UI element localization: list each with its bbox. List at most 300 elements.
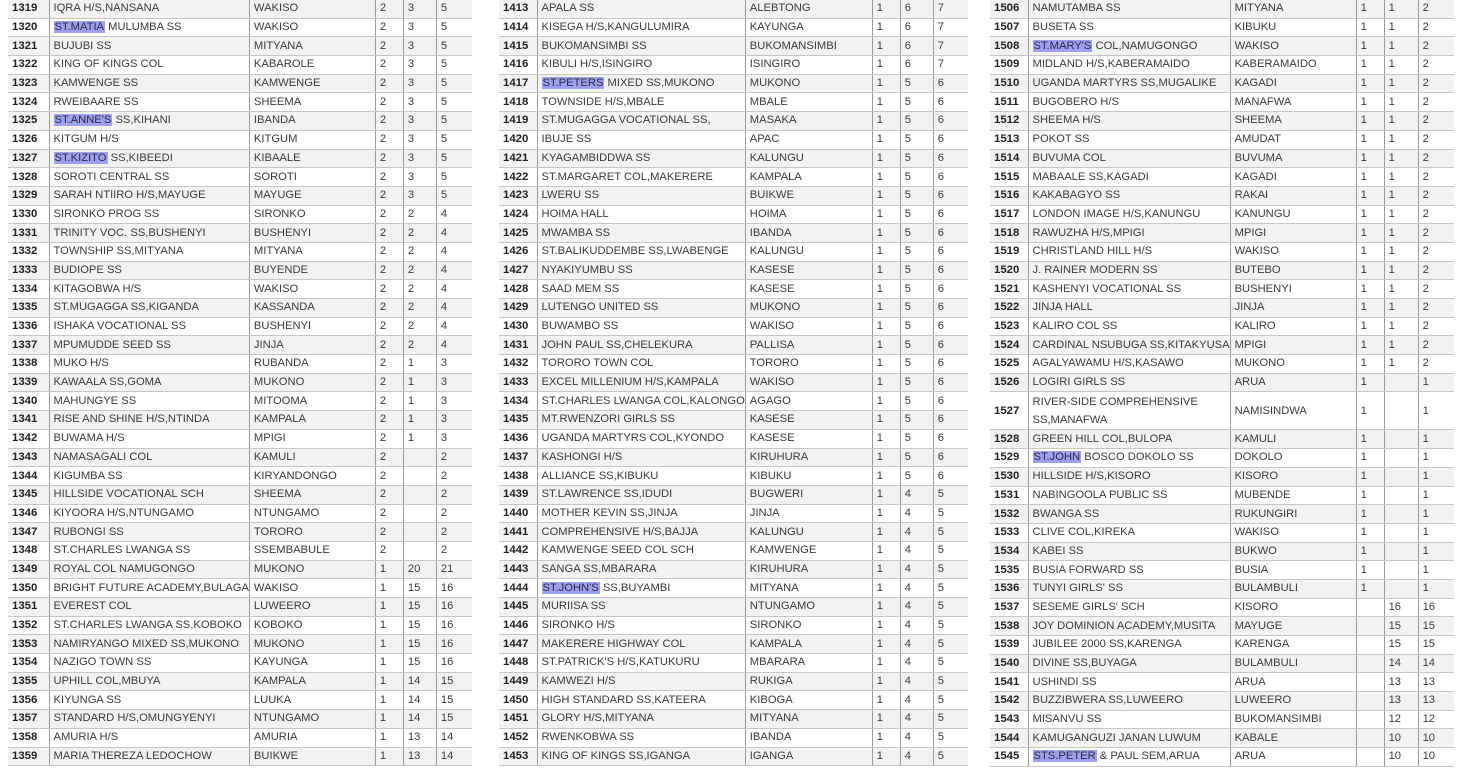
district-cell: ISINGIRO [745,56,872,75]
search-highlight: ST.JOHN'S [542,581,599,594]
total-cell: 6 [933,186,968,205]
table-row [8,747,472,766]
total-cell: 21 [436,560,472,579]
total-cell: 15 [436,691,472,710]
col-a-cell: 1 [872,317,900,336]
col-b-cell: 2 [403,261,436,280]
table-row [8,616,472,635]
district-cell: MITYANA [1230,0,1356,18]
table-row [990,598,1454,617]
district-cell: AMURIA [249,728,375,747]
total-cell: 2 [1418,130,1454,149]
col-b-cell: 1 [1384,242,1418,261]
total-cell: 6 [933,280,968,299]
col-b-cell: 2 [403,317,436,336]
table-row [990,242,1454,261]
col-a-cell: 1 [1356,336,1384,355]
col-a-cell: 1 [1356,205,1384,224]
total-cell: 6 [933,429,968,448]
col-b-cell: 4 [900,579,933,598]
col-a-cell: 1 [375,635,403,654]
rank-cell: 1414 [499,18,537,37]
table-row [499,616,968,635]
district-cell: BUVUMA [1230,149,1356,168]
district-cell: SSEMBABULE [249,541,375,560]
col-a-cell: 1 [1356,149,1384,168]
district-cell: MUKONO [1230,355,1356,374]
rank-cell: 1540 [990,654,1028,673]
table-row [499,224,968,243]
rank-cell: 1529 [990,449,1028,468]
school-cell: ST.CHARLES LWANGA SS,KOBOKO [49,616,249,635]
table-row [8,429,472,448]
school-cell: AMURIA H/S [49,728,249,747]
table-row [8,224,472,243]
table-row [8,654,472,673]
table-row [990,486,1454,505]
school-cell: SARAH NTIIRO H/S,MAYUGE [49,186,249,205]
col-a-cell: 1 [872,598,900,617]
table-panel-left [8,0,472,766]
table-row [8,373,472,392]
rank-cell: 1335 [8,299,49,318]
col-b-cell: 1 [1384,0,1418,18]
col-a-cell: 2 [375,242,403,261]
total-cell: 2 [1418,224,1454,243]
district-cell: KASSANDA [249,299,375,318]
total-cell: 2 [436,541,472,560]
col-a-cell: 1 [872,280,900,299]
total-cell: 6 [933,411,968,430]
col-a-cell: 1 [375,560,403,579]
table-row [8,74,472,93]
rank-cell: 1417 [499,74,537,93]
col-a-cell: 2 [375,224,403,243]
rank-cell: 1352 [8,616,49,635]
col-b-cell: 14 [1384,654,1418,673]
school-cell: KITGUM H/S [49,130,249,149]
school-cell: NAMASAGALI COL [49,448,249,467]
district-cell: TORORO [249,523,375,542]
col-a-cell: 1 [872,560,900,579]
district-cell: KAMPALA [745,168,872,187]
col-b-cell: 15 [403,654,436,673]
school-cell: HIGH STANDARD SS,KATEERA [537,691,745,710]
col-b-cell: 5 [900,261,933,280]
table-row [499,37,968,56]
col-a-cell: 1 [872,541,900,560]
col-b-cell: 3 [403,186,436,205]
table-row [990,673,1454,692]
district-cell: KAGADI [1230,168,1356,187]
col-b-cell: 13 [1384,673,1418,692]
total-cell: 6 [933,355,968,374]
table-row [990,561,1454,580]
col-b-cell [1384,523,1418,542]
total-cell: 4 [436,299,472,318]
table-row [8,336,472,355]
col-a-cell: 1 [1356,373,1384,392]
total-cell: 2 [1418,168,1454,187]
school-cell: ST.MARY'S COL,NAMUGONGO [1028,37,1230,56]
district-cell: MANAFWA [1230,93,1356,112]
rank-cell: 1527 [990,392,1028,430]
table-row [990,93,1454,112]
rank-cell: 1435 [499,411,537,430]
district-cell: KIRUHURA [745,560,872,579]
col-b-cell: 1 [403,355,436,374]
col-a-cell: 1 [375,747,403,766]
col-b-cell: 1 [1384,336,1418,355]
school-cell: CHRISTLAND HILL H/S [1028,242,1230,261]
school-cell: MISANVU SS [1028,710,1230,729]
district-cell: KIBAALE [249,149,375,168]
col-a-cell [1356,710,1384,729]
district-cell: SHEEMA [249,485,375,504]
rank-cell: 1330 [8,205,49,224]
col-a-cell: 2 [375,56,403,75]
total-cell: 5 [933,579,968,598]
school-cell: ST.KIZITO SS,KIBEEDI [49,149,249,168]
district-cell: MPIGI [249,429,375,448]
table-row [990,748,1454,767]
district-cell: MUKONO [249,635,375,654]
col-b-cell: 1 [1384,261,1418,280]
col-a-cell: 1 [872,336,900,355]
rank-cell: 1439 [499,485,537,504]
table-row [990,449,1454,468]
district-cell: LUWEERO [249,598,375,617]
col-b-cell: 5 [900,373,933,392]
col-b-cell: 3 [403,74,436,93]
col-b-cell: 13 [403,747,436,766]
col-a-cell: 2 [375,299,403,318]
table-row [8,299,472,318]
rank-cell: 1331 [8,224,49,243]
col-b-cell: 4 [900,728,933,747]
col-b-cell [403,541,436,560]
school-cell: BUGOBERO H/S [1028,93,1230,112]
rank-cell: 1324 [8,93,49,112]
district-cell: HOIMA [745,205,872,224]
table-row [8,467,472,486]
table-row [990,729,1454,748]
table-row [499,747,968,766]
school-cell: MAHUNGYE SS [49,392,249,411]
total-cell: 2 [1418,56,1454,75]
district-cell: MPIGI [1230,224,1356,243]
col-b-cell: 5 [900,112,933,131]
table-row [990,317,1454,336]
school-cell: ST.PATRICK'S H/S,KATUKURU [537,654,745,673]
school-cell: KING OF KINGS SS,IGANGA [537,747,745,766]
district-cell: RUBANDA [249,355,375,374]
col-a-cell: 1 [1356,317,1384,336]
rank-cell: 1344 [8,467,49,486]
district-cell: KAGADI [1230,74,1356,93]
total-cell: 1 [1418,542,1454,561]
rank-cell: 1442 [499,541,537,560]
table-row [499,448,968,467]
rank-cell: 1348 [8,541,49,560]
table-row [499,728,968,747]
district-cell: BULAMBULI [1230,654,1356,673]
col-b-cell: 4 [900,710,933,729]
col-b-cell: 20 [403,560,436,579]
table-row [499,149,968,168]
rank-cell: 1525 [990,355,1028,374]
total-cell: 4 [436,317,472,336]
table-row [499,0,968,18]
col-b-cell [1384,505,1418,524]
col-b-cell: 5 [900,355,933,374]
col-a-cell [1356,729,1384,748]
table-row [8,728,472,747]
total-cell: 2 [1418,261,1454,280]
table-row [499,691,968,710]
district-cell: BUIKWE [745,186,872,205]
total-cell: 5 [933,672,968,691]
rank-cell: 1518 [990,224,1028,243]
rank-cell: 1512 [990,112,1028,131]
district-cell: KALUNGU [745,523,872,542]
col-b-cell: 3 [403,112,436,131]
col-a-cell: 2 [375,317,403,336]
school-cell: MAKERERE HIGHWAY COL [537,635,745,654]
table-row [499,411,968,430]
table-row [8,448,472,467]
school-cell: MT.RWENZORI GIRLS SS [537,411,745,430]
rank-cell: 1531 [990,486,1028,505]
school-cell: TOWNSHIP SS,MITYANA [49,242,249,261]
rank-cell: 1420 [499,130,537,149]
total-cell: 5 [436,168,472,187]
rank-cell: 1332 [8,242,49,261]
col-b-cell: 15 [403,616,436,635]
district-cell: RUKIGA [745,672,872,691]
school-cell: KITAGOBWA H/S [49,280,249,299]
total-cell: 5 [436,149,472,168]
district-cell: BUKWO [1230,542,1356,561]
rank-cell: 1336 [8,317,49,336]
col-b-cell [1384,542,1418,561]
table-row [990,186,1454,205]
table-row [499,355,968,374]
school-cell: RIVER-SIDE COMPREHENSIVE SS,MANAFWA [1028,392,1230,430]
table-panel-middle [499,0,968,766]
col-b-cell [403,448,436,467]
table-row [499,74,968,93]
rank-cell: 1436 [499,429,537,448]
district-cell: MUBENDE [1230,486,1356,505]
col-a-cell: 1 [872,672,900,691]
col-b-cell: 4 [900,747,933,766]
rank-cell: 1328 [8,168,49,187]
col-b-cell: 3 [403,130,436,149]
district-cell: KASESE [745,280,872,299]
total-cell: 3 [436,429,472,448]
col-a-cell: 2 [375,37,403,56]
col-b-cell: 1 [1384,317,1418,336]
district-cell: WAKISO [249,579,375,598]
district-cell: NAMISINDWA [1230,392,1356,430]
col-a-cell: 2 [375,541,403,560]
col-b-cell [1384,373,1418,392]
col-b-cell: 4 [900,654,933,673]
col-b-cell: 1 [1384,299,1418,318]
col-b-cell: 5 [900,186,933,205]
rank-cell: 1544 [990,729,1028,748]
rank-cell: 1449 [499,672,537,691]
col-a-cell: 2 [375,74,403,93]
district-cell: KASESE [745,429,872,448]
col-b-cell [1384,430,1418,449]
total-cell: 4 [436,224,472,243]
total-cell: 6 [933,317,968,336]
total-cell: 10 [1418,748,1454,767]
rank-cell: 1425 [499,224,537,243]
total-cell: 2 [1418,74,1454,93]
school-cell: ALLIANCE SS,KIBUKU [537,467,745,486]
rank-cell: 1355 [8,672,49,691]
table-row [499,299,968,318]
rank-cell: 1434 [499,392,537,411]
school-cell: KING OF KINGS COL [49,56,249,75]
total-cell: 16 [436,616,472,635]
total-cell: 2 [1418,186,1454,205]
school-cell: UGANDA MARTYRS COL,KYONDO [537,429,745,448]
col-a-cell: 2 [375,149,403,168]
school-cell: KIYOORA H/S,NTUNGAMO [49,504,249,523]
rank-cell: 1528 [990,430,1028,449]
rank-cell: 1347 [8,523,49,542]
district-cell: ALEBTONG [745,0,872,18]
total-cell: 1 [1418,561,1454,580]
district-cell: MUKONO [249,560,375,579]
school-cell: MPUMUDDE SEED SS [49,336,249,355]
school-cell: KASHENYI VOCATIONAL SS [1028,280,1230,299]
total-cell: 15 [1418,636,1454,655]
rank-cell: 1430 [499,317,537,336]
rank-cell: 1445 [499,598,537,617]
district-cell: BUSIA [1230,561,1356,580]
col-b-cell: 15 [403,635,436,654]
district-cell: KITGUM [249,130,375,149]
total-cell: 1 [1418,486,1454,505]
rank-cell: 1333 [8,261,49,280]
col-b-cell: 4 [900,635,933,654]
col-b-cell: 1 [1384,186,1418,205]
col-b-cell: 1 [1384,355,1418,374]
table-row [990,617,1454,636]
district-cell: BUKOMANSIMBI [1230,710,1356,729]
table-row [8,635,472,654]
total-cell: 1 [1418,430,1454,449]
table-row [990,261,1454,280]
school-cell: CARDINAL NSUBUGA SS,KITAKYUSA [1028,336,1230,355]
rank-cell: 1356 [8,691,49,710]
school-cell: KIYUNGA SS [49,691,249,710]
table-row [8,355,472,374]
school-cell: MARIA THEREZA LEDOCHOW [49,747,249,766]
rank-cell: 1545 [990,748,1028,767]
col-a-cell: 1 [872,261,900,280]
school-cell: TRINITY VOC. SS,BUSHENYI [49,224,249,243]
rank-cell: 1428 [499,280,537,299]
school-cell: BRIGHT FUTURE ACADEMY,BULAGA [49,579,249,598]
col-a-cell: 1 [1356,280,1384,299]
col-a-cell: 1 [375,616,403,635]
table-row [499,317,968,336]
col-a-cell: 2 [375,18,403,37]
rank-cell: 1413 [499,0,537,18]
rank-cell: 1513 [990,130,1028,149]
total-cell: 13 [1418,673,1454,692]
total-cell: 4 [436,205,472,224]
table-row [499,130,968,149]
district-cell: BUYENDE [249,261,375,280]
rank-cell: 1450 [499,691,537,710]
col-a-cell: 1 [872,579,900,598]
col-a-cell: 1 [872,616,900,635]
col-a-cell: 1 [872,485,900,504]
total-cell: 2 [436,467,472,486]
district-cell: KISORO [1230,598,1356,617]
search-highlight: ST.KIZITO [54,151,107,164]
rank-cell: 1523 [990,317,1028,336]
table-row [8,0,472,18]
rank-cell: 1521 [990,280,1028,299]
school-cell: EXCEL MILLENIUM H/S,KAMPALA [537,373,745,392]
col-a-cell [1356,617,1384,636]
school-cell: BUWAMBO SS [537,317,745,336]
search-highlight: ST.PETERS [542,77,604,90]
rank-cell: 1416 [499,56,537,75]
col-b-cell: 2 [403,224,436,243]
total-cell: 6 [933,224,968,243]
rank-cell: 1354 [8,654,49,673]
district-cell: KALIRO [1230,317,1356,336]
total-cell: 14 [436,747,472,766]
district-cell: KABALE [1230,729,1356,748]
rank-cell: 1423 [499,186,537,205]
rank-cell: 1320 [8,18,49,37]
col-b-cell: 4 [900,560,933,579]
rank-cell: 1534 [990,542,1028,561]
col-a-cell: 1 [872,74,900,93]
district-cell: KAMULI [249,448,375,467]
district-cell: IBANDA [745,728,872,747]
total-cell: 3 [436,355,472,374]
col-b-cell: 4 [900,598,933,617]
total-cell: 16 [436,579,472,598]
col-b-cell: 3 [403,93,436,112]
school-cell: KYAGAMBIDDWA SS [537,149,745,168]
total-cell: 5 [436,93,472,112]
district-cell: AGAGO [745,392,872,411]
table-row [499,560,968,579]
district-cell: KAMWENGE [745,541,872,560]
school-cell: BUZZIBWERA SS,LUWEERO [1028,692,1230,711]
col-b-cell: 1 [1384,74,1418,93]
rank-cell: 1431 [499,336,537,355]
col-a-cell: 2 [375,130,403,149]
school-cell: MURIISA SS [537,598,745,617]
col-a-cell: 1 [872,112,900,131]
search-highlight: STS.PETER [1033,750,1096,763]
table-row [499,392,968,411]
school-cell: BUDIOPE SS [49,261,249,280]
